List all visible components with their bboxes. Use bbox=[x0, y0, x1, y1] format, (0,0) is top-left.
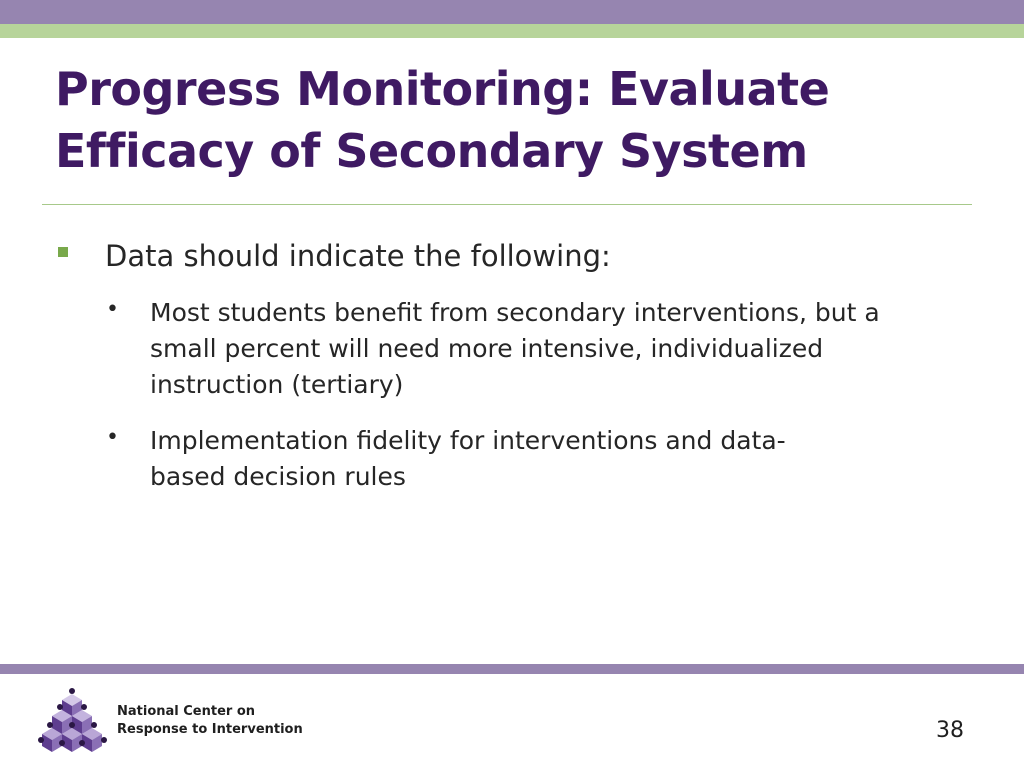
sub-bullet-line: Implementation fidelity for interventions and data- bbox=[150, 426, 786, 455]
organization-name-line-1: National Center on bbox=[117, 704, 256, 719]
sub-bullet-line: small percent will need more intensive, individualized bbox=[150, 334, 824, 363]
round-bullet-icon: • bbox=[106, 297, 119, 322]
stacked-cubes-people-logo-icon bbox=[38, 688, 110, 754]
footer-accent-bar bbox=[0, 664, 1024, 674]
sub-bullet-text bbox=[150, 295, 980, 403]
sub-bullet-line: based decision rules bbox=[150, 462, 406, 491]
title-divider bbox=[42, 204, 972, 205]
round-bullet-icon: • bbox=[106, 425, 119, 450]
organization-name bbox=[117, 703, 303, 739]
slide-title-line-1: Progress Monitoring: Evaluate bbox=[55, 62, 830, 116]
sub-bullet-line: instruction (tertiary) bbox=[150, 370, 404, 399]
slide-title bbox=[55, 58, 995, 182]
bullet-text: Data should indicate the following: bbox=[105, 239, 611, 273]
top-accent-bar-green bbox=[0, 24, 1024, 38]
organization-name-line-2: Response to Intervention bbox=[117, 722, 303, 737]
sub-bullet-line: Most students benefit from secondary interventions, but a bbox=[150, 298, 880, 327]
top-accent-bar-purple bbox=[0, 0, 1024, 24]
sub-bullet-text bbox=[150, 423, 980, 495]
slide-title-line-2: Efficacy of Secondary System bbox=[55, 124, 808, 178]
slide-page-number: 38 bbox=[936, 718, 964, 743]
square-bullet-icon bbox=[58, 247, 68, 257]
